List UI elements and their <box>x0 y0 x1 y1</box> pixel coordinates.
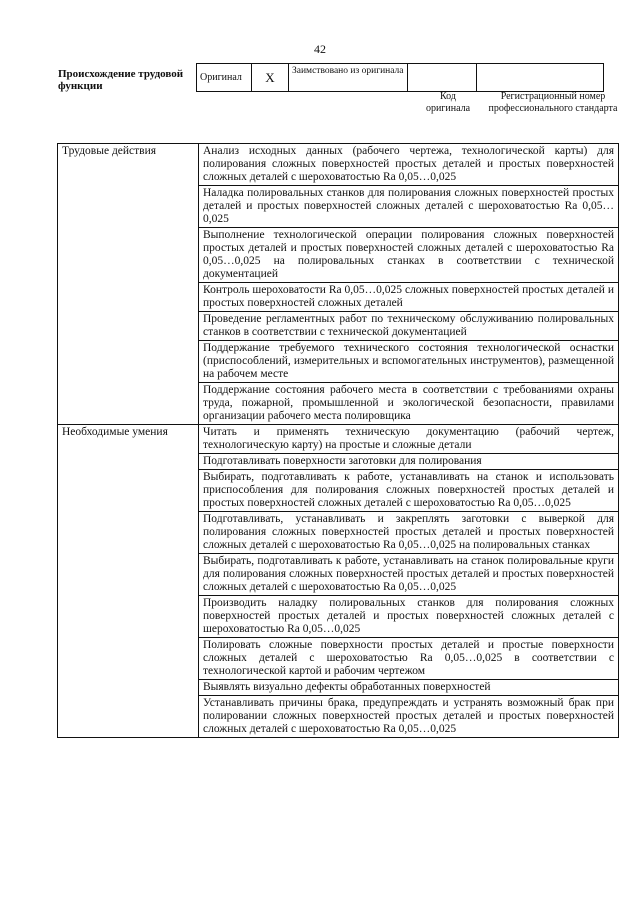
functions-table <box>57 143 619 738</box>
original-cell: Оригинал <box>197 64 252 92</box>
table-row <box>58 425 619 454</box>
table-cell: Выбирать, подготавливать к работе, устанавливать на станок полировальные круги для полирования сложных поверхностей простых деталей и простых поверхностей сложных деталей с шероховатостью Ra 0,05…0,025 <box>199 554 619 596</box>
table-cell: Подготавливать, устанавливать и закреплять заготовки с выверкой для полирования сложных поверхностей простых деталей и простых поверхностей сложных деталей с шероховатостью Ra 0,05…0,025 на полировальных станках <box>199 512 619 554</box>
table-cell: Производить наладку полировальных станков для полирования сложных поверхностей простых деталей и простых поверхностей сложных деталей с шероховатостью Ra 0,05…0,025 <box>199 596 619 638</box>
table-cell: Выбирать, подготавливать к работе, устанавливать на станок и использовать приспособления для полирования сложных поверхностей простых деталей и простых поверхностей сложных деталей с шероховатостью Ra 0,05…0,025 <box>199 470 619 512</box>
original-mark: X <box>252 64 289 92</box>
table-cell: Выявлять визуально дефекты обработанных поверхностей <box>199 680 619 696</box>
table-cell: Устанавливать причины брака, предупреждать и устранять возможный брак при полировании сложных поверхностей простых деталей и простых поверхностей сложных деталей с шероховатостью Ra 0,05…0,025 <box>199 696 619 738</box>
table-cell: Наладка полировальных станков для полирования сложных поверхностей простых деталей и простых поверхностей сложных деталей с шероховатостью Ra 0,05…0,025 <box>199 186 619 228</box>
origin-table <box>196 63 604 92</box>
table-cell: Подготавливать поверхности заготовки для полирования <box>199 454 619 470</box>
table-cell: Поддержание состояния рабочего места в соответствии с требованиями охраны труда, пожарной, промышленной и экологической безопасности, правилами организации рабочего места полировщика <box>199 383 619 425</box>
table-cell: Выполнение технологической операции полирования сложных поверхностей простых деталей и простых поверхностей сложных деталей с шероховатостью Ra 0,05…0,025 на полировальных станках в соответствии с технической документацией <box>199 228 619 283</box>
table-cell: Анализ исходных данных (рабочего чертежа, технологической карты) для полирования сложных поверхностей простых деталей и простых поверхностей сложных деталей с шероховатостью Ra 0,05…0,025 <box>199 144 619 186</box>
table-cell: Полировать сложные поверхности простых деталей и простые поверхности сложных деталей с шероховатостью Ra 0,05…0,025 в соответствии с технологической картой и рабочим чертежом <box>199 638 619 680</box>
origin-label: Происхождение трудовой функции <box>58 68 184 92</box>
registration-number-cell <box>477 64 604 92</box>
table-cell: Проведение регламентных работ по техническому обслуживанию полировальных станков в соответствии с технической документацией <box>199 312 619 341</box>
table-cell: Контроль шероховатости Ra 0,05…0,025 сложных поверхностей простых деталей и простых поверхностей сложных деталей <box>199 283 619 312</box>
code-caption: Код оригинала <box>425 91 471 114</box>
page-number: 42 <box>314 42 326 56</box>
section-title: Необходимые умения <box>58 425 199 738</box>
borrowed-cell: Заимствовано из оригинала <box>289 64 408 92</box>
table-row <box>58 144 619 186</box>
original-code-cell <box>408 64 477 92</box>
table-cell: Читать и применять техническую документацию (рабочий чертеж, технологическую карту) на простые и сложные детали <box>199 425 619 454</box>
registration-caption: Регистрационный номер профессионального стандарта <box>488 91 618 114</box>
section-title: Трудовые действия <box>58 144 199 425</box>
table-cell: Поддержание требуемого технического состояния технологической оснастки (приспособлений, измерительных и вспомогательных инструментов), размещенной на рабочем месте <box>199 341 619 383</box>
